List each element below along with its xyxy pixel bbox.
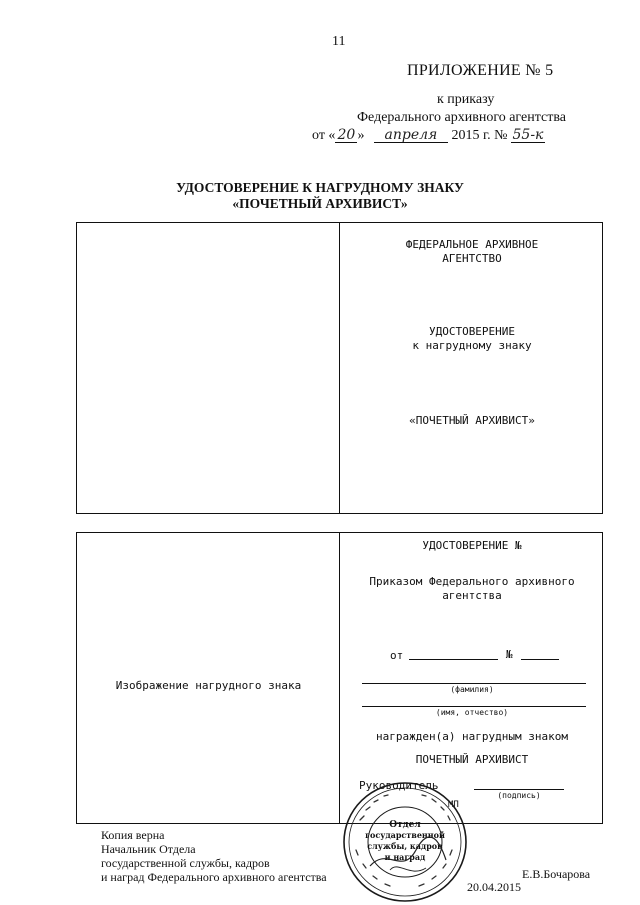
footer-line2: Начальник Отдела [101, 842, 196, 856]
cover-document-line1: УДОСТОВЕРЕНИЕ [428, 325, 516, 338]
order-close-quote: » [357, 128, 365, 143]
cover-agency-line2: АГЕНТСТВО [442, 252, 502, 265]
number-line [521, 659, 559, 660]
order-reference-line2: Федерального архивного агентства [357, 110, 566, 125]
page-number: 11 [332, 34, 346, 49]
cover-agency-line1: ФЕДЕРАЛЬНОЕ АРХИВНОЕ [405, 238, 539, 251]
signature-stroke-2 [390, 867, 426, 871]
inner-order-line2: агентства [442, 589, 502, 602]
copy-certification [101, 828, 327, 884]
surname-caption: (фамилия) [450, 685, 494, 694]
badge-image-placeholder: Изображение нагрудного знака [115, 679, 302, 692]
order-reference-line1: к приказу [437, 92, 495, 107]
document-title-line2: «ПОЧЕТНЫЙ АРХИВИСТ» [232, 196, 408, 211]
awarded-text: награжден(а) нагрудным знаком [375, 730, 569, 743]
stamp-line2: государственной [365, 830, 445, 840]
document-title [0, 180, 640, 212]
cover-document-type [341, 325, 603, 353]
head-label: Руководитель [359, 779, 439, 792]
certification-date: 20.04.2015 [467, 880, 521, 894]
name-caption: (имя, отчество) [435, 708, 509, 717]
inner-order-line1: Приказом Федерального архивного [369, 575, 575, 588]
inner-order-text [341, 575, 603, 603]
stamp-line3: службы, кадров [367, 841, 443, 851]
order-date-line [312, 128, 545, 144]
signature-caption: (подпись) [497, 791, 541, 800]
number-label: № [506, 648, 513, 661]
inner-badge-name: ПОЧЕТНЫЙ АРХИВИСТ [415, 753, 529, 766]
footer-line3: государственной службы, кадров [101, 856, 270, 870]
cover-document-line2: к нагрудному знаку [412, 339, 532, 352]
order-number: 55-к [512, 127, 544, 143]
document-title-line1: УДОСТОВЕРЕНИЕ К НАГРУДНОМУ ЗНАКУ [176, 180, 464, 195]
signer-name: Е.В.Бочарова [522, 867, 591, 881]
surname-line [362, 683, 586, 684]
stamp-line1: Отдел [389, 820, 421, 830]
certificate-number-label: УДОСТОВЕРЕНИЕ № [422, 539, 522, 552]
official-seal-stamp [340, 780, 470, 905]
stamp-line4: и наград [384, 852, 426, 862]
footer-line1: Копия верна [101, 828, 165, 842]
footer-line4: и наград Федерального архивного агентства [101, 870, 327, 884]
appendix-heading: ПРИЛОЖЕНИЕ № 5 [407, 62, 554, 79]
order-day: 20 [335, 128, 357, 143]
from-label: от [390, 649, 404, 662]
signature-line [474, 789, 564, 790]
cover-agency [341, 238, 603, 266]
cover-badge-name: «ПОЧЕТНЫЙ АРХИВИСТ» [409, 414, 535, 427]
order-month: апреля [374, 128, 448, 143]
seal-place-label: МП [448, 800, 459, 810]
order-year-label: 2015 г. № [451, 128, 508, 143]
order-from-label: от « [312, 128, 336, 143]
name-line [362, 706, 586, 707]
date-line [409, 659, 498, 660]
